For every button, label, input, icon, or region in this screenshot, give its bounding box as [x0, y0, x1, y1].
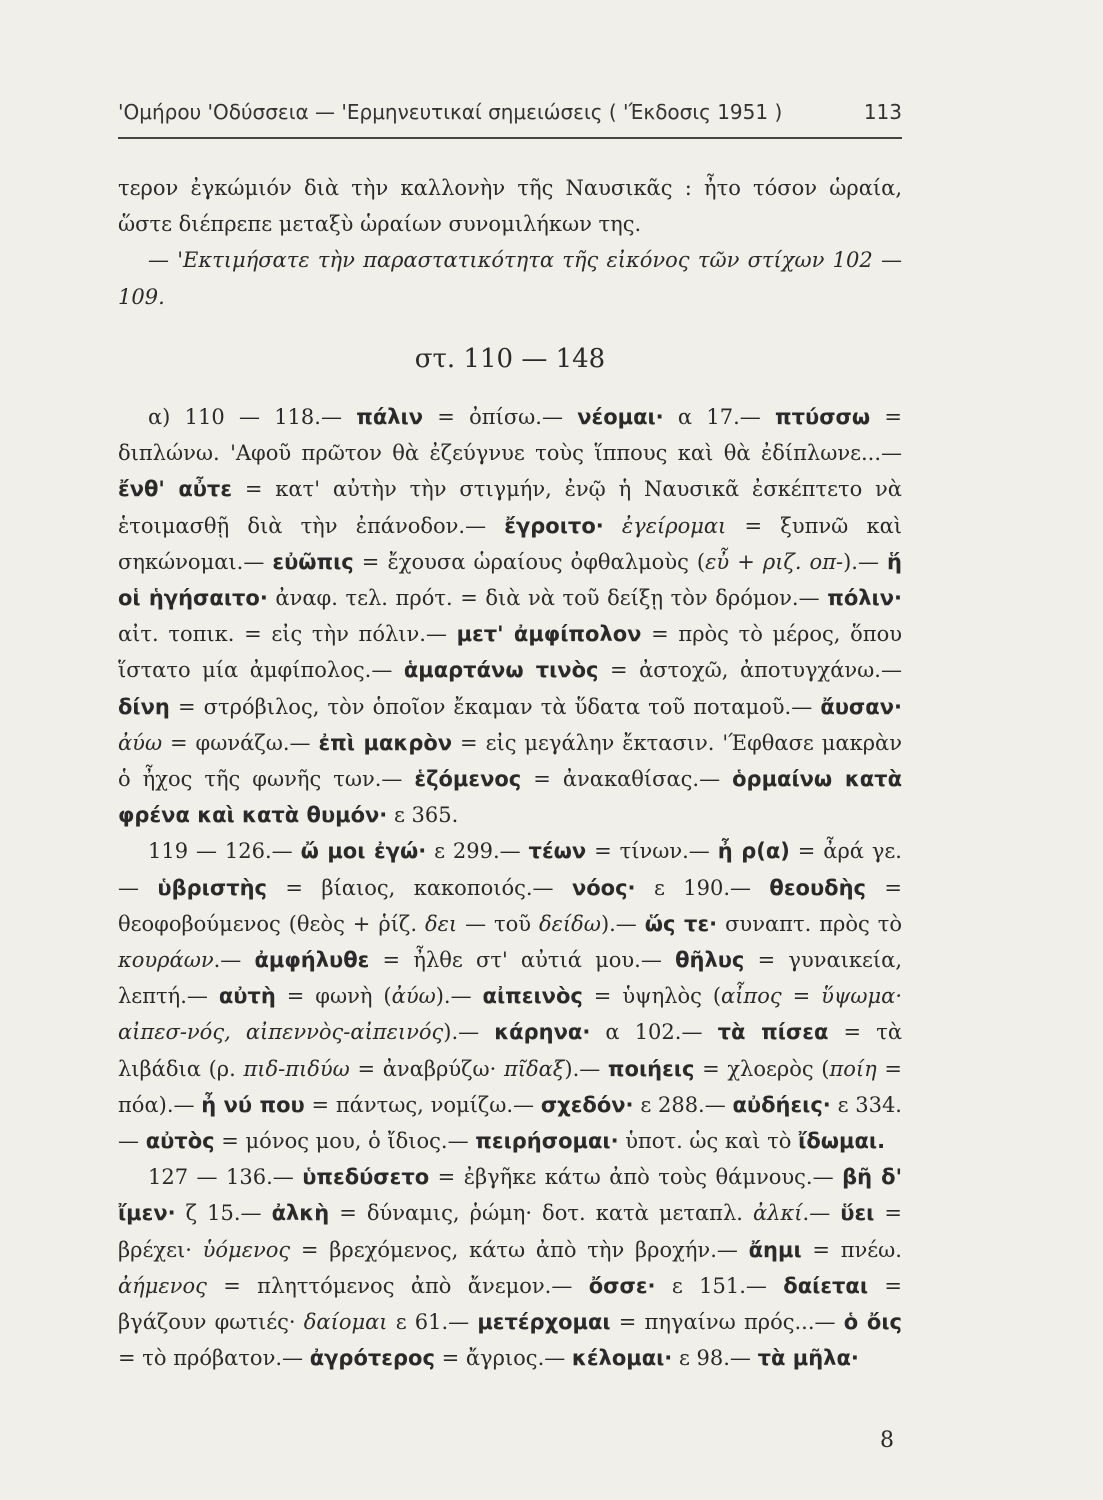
italic-text: ἀήμενος: [118, 1273, 207, 1298]
gloss-text: = ἆρά γε.—: [118, 839, 902, 900]
gloss-text: = πληττόμενος ἀπὸ ἄνεμον.—: [206, 1273, 589, 1298]
lemma-term: τὰ πίσεα: [717, 1020, 829, 1045]
header-title: 'Ομήρου 'Οδύσσεια — 'Ερμηνευτικαί σημειώσεις ( 'Έκδοσις 1951 ): [118, 100, 783, 124]
lemma-term: ὕει: [840, 1201, 875, 1226]
gloss-text: ὑποτ. ὡς καὶ τὸ: [618, 1129, 799, 1154]
lemma-term: ἔγροιτο·: [504, 513, 604, 538]
gloss-text: συναπτ. πρὸς τὸ: [717, 911, 902, 936]
lemma-term: ἄυσαν·: [820, 694, 902, 719]
gloss-text: = τὸ πρόβατον.—: [118, 1346, 310, 1371]
running-header: [118, 100, 902, 124]
gloss-text: α) 110 — 118.—: [148, 405, 357, 430]
lemma-term: ὁρμαίνω κατὰ φρένα καὶ κατὰ θυμόν·: [118, 767, 902, 828]
lemma-term: ἥ οἱ ἡγήσαιτο·: [118, 549, 902, 611]
gloss-text: .—: [802, 1201, 841, 1226]
gloss-text: = ὀπίσω.—: [423, 405, 578, 430]
gloss-text: = πρὸς τὸ μέρος, ὅπου ἵστατο μία ἀμφίπολος.—: [118, 622, 902, 683]
lemma-term: ἀγρότερος: [309, 1346, 435, 1371]
gloss-text: α 102.—: [590, 1020, 718, 1045]
gloss-text: ε 365.: [387, 803, 459, 828]
lemma-term: νέομαι·: [577, 405, 664, 430]
lemma-term: ὥς τε·: [644, 911, 718, 936]
lemma-term: κέλομαι·: [571, 1346, 673, 1371]
lemma-term: ἐπὶ μακρὸν: [318, 730, 453, 755]
lemma-term: μετ' ἀμφίπολον: [456, 622, 642, 647]
lemma-term: πτύσσω: [775, 405, 871, 430]
lemma-term: θῆλυς: [675, 948, 745, 973]
gloss-text: = ξυπνῶ καὶ σηκώνομαι.—: [118, 513, 902, 574]
gloss-text: = ἀναβρύζω·: [349, 1056, 504, 1081]
paragraph: [118, 833, 902, 1159]
section-title: στ. 110 — 148: [414, 343, 606, 374]
gloss-text: ).—: [843, 549, 888, 574]
gloss-text: ἀναφ. τελ. πρότ. = διὰ νὰ τοῦ δείξῃ τὸν δρόμον.—: [267, 586, 828, 611]
signature-number: 8: [880, 1428, 894, 1453]
lemma-term: ἴδωμαι.: [798, 1129, 886, 1154]
lemma-term: ἦ ρ(α): [717, 839, 790, 864]
lemma-term: ἦ νύ που: [201, 1092, 305, 1117]
lemma-term: βῆ δ' ἴμεν·: [118, 1165, 902, 1226]
gloss-text: = στρόβιλος, τὸν ὁποῖον ἔκαμαν τὰ ὕδατα τοῦ ποταμοῦ.—: [169, 694, 821, 719]
italic-text: ὑόμενος: [202, 1237, 291, 1262]
lemma-term: εὐῶπις: [272, 549, 354, 574]
italic-text: αἶπος = ὕψωμα· αἰπεσ-νός, αἰπεννὸς-αἰπεινός: [118, 984, 903, 1045]
page-number: 113: [863, 100, 902, 124]
lemma-term: αὐτὴ: [218, 984, 276, 1009]
italic-text: ἀύω: [118, 730, 163, 755]
page-body: [118, 170, 902, 1377]
lemma-term: τέων: [528, 839, 587, 864]
gloss-text: = πνέω.: [801, 1237, 902, 1262]
lemma-term: νόος·: [571, 875, 636, 900]
paragraph: [118, 170, 902, 242]
gloss-text: = πάντως, νομίζω.—: [304, 1092, 541, 1117]
gloss-text: = ἀστοχῶ, ἀποτυγχάνω.—: [598, 658, 902, 683]
gloss-text: αἰτ. τοπικ. = εἰς τὴν πόλιν.—: [118, 622, 457, 647]
gloss-text: = βίαιος, κακοποιός.—: [267, 875, 572, 900]
lemma-term: αἰπεινὸς: [482, 984, 583, 1009]
gloss-text: = κατ' αὐτὴν τὴν στιγμήν, ἐνῷ ἡ Ναυσικᾶ ἐσκέπτετο νὰ ἑτοιμασθῇ διὰ τὴν ἐπάνοδον.—: [118, 477, 902, 538]
italic-text: — 'Εκτιμήσατε τὴν παραστατικότητα τῆς εἰκόνος τῶν στίχων 102 — 109.: [118, 248, 902, 309]
italic-text: πιδ-πιδύω: [243, 1056, 350, 1081]
italic-text: ἐγείρομαι: [603, 513, 727, 538]
lemma-term: ἄημι: [748, 1237, 802, 1262]
lemma-term: δαίεται: [783, 1273, 869, 1298]
gloss-text: ).—: [564, 1056, 608, 1081]
gloss-text: 127 — 136.—: [148, 1165, 303, 1190]
italic-text: ἀλκί: [753, 1201, 803, 1226]
gloss-text: = ἦλθε στ' αὐτιά μου.—: [369, 948, 676, 973]
gloss-text: = φωνάζω.—: [162, 730, 319, 755]
paragraph: [118, 242, 902, 314]
gloss-text: ζ 15.—: [175, 1201, 272, 1226]
gloss-text: τερον ἐγκώμιόν διὰ τὴν καλλονὴν τῆς Ναυσικᾶς : ἦτο τόσον ὡραία, ὥστε διέπρεπε μεταξὺ ὡραίων συνομιλήκων της.: [118, 176, 902, 237]
lemma-term: ὑβριστὴς: [157, 875, 268, 900]
lemma-term: ἑζόμενος: [414, 767, 522, 792]
gloss-text: α 17.—: [663, 405, 775, 430]
lemma-term: ἀλκὴ: [271, 1201, 330, 1226]
lemma-term: ποιήεις: [607, 1056, 695, 1081]
gloss-text: = διπλώνω. 'Αφοῦ πρῶτον θὰ ἐζεύγνυε τοὺς ἵππους καὶ θὰ ἐδίπλωνε...—: [118, 405, 902, 466]
gloss-text: = βρεχόμενος, κάτω ἀπὸ τὴν βροχήν.—: [290, 1237, 749, 1262]
gloss-text: ε 288.—: [633, 1092, 733, 1117]
gloss-text: = ἄγριος.—: [434, 1346, 572, 1371]
gloss-text: .—: [213, 948, 255, 973]
lemma-term: ὄσσε·: [588, 1273, 656, 1298]
gloss-text: = φωνὴ (: [275, 984, 392, 1009]
gloss-text: ).—: [435, 984, 483, 1009]
lemma-term: θεουδὴς: [769, 875, 866, 900]
gloss-text: = χλοερὸς (: [694, 1056, 830, 1081]
lemma-term: ἀμφήλυθε: [254, 948, 370, 973]
gloss-text: = βρέχει·: [118, 1201, 902, 1262]
gloss-text: = ἔχουσα ὡραίους ὀφθαλμοὺς (: [353, 549, 706, 574]
italic-text: πῖδαξ: [503, 1056, 565, 1081]
gloss-text: 119 — 126.—: [148, 839, 301, 864]
lemma-term: πάλιν: [356, 405, 424, 430]
paragraph: [118, 1159, 902, 1376]
italic-text: ποίη: [829, 1056, 877, 1081]
gloss-text: = βγάζουν φωτιές·: [118, 1273, 902, 1335]
gloss-text: ).—: [600, 911, 645, 936]
gloss-text: = δύναμις, ῥώμη· δοτ. κατὰ μεταπλ.: [329, 1201, 754, 1226]
gloss-text: ε 334.—: [118, 1092, 902, 1154]
lemma-term: σχεδόν·: [540, 1092, 634, 1117]
gloss-text: ).—: [443, 1020, 495, 1045]
gloss-text: = ἐβγῆκε κάτω ἀπὸ τοὺς θάμνους.—: [429, 1165, 843, 1190]
italic-text: δει: [424, 911, 458, 936]
gloss-text: = πηγαίνω πρός...—: [610, 1310, 844, 1335]
lemma-term: πειρήσομαι·: [475, 1129, 619, 1154]
italic-text: δείδω: [539, 911, 601, 936]
gloss-text: = πόα).—: [118, 1056, 903, 1117]
lemma-term: ἁμαρτάνω τινὸς: [403, 658, 599, 683]
gloss-text: = ὑψηλὸς (: [582, 984, 722, 1009]
lemma-term: αὐτὸς: [145, 1129, 215, 1154]
gloss-text: = εἰς μεγάλην ἔκτασιν. 'Έφθασε μακρὰν ὁ ἦχος τῆς φωνῆς των.—: [118, 730, 902, 792]
lemma-term: αὐδήεις·: [732, 1092, 831, 1117]
header-rule: [118, 137, 902, 139]
lemma-term: ὑπεδύσετο: [302, 1165, 430, 1190]
gloss-text: — τοῦ: [457, 911, 540, 936]
gloss-text: = γυναικεία, λεπτή.—: [118, 948, 902, 1009]
gloss-text: ε 190.—: [635, 875, 770, 900]
gloss-text: = τίνων.—: [586, 839, 718, 864]
lemma-term: μετέρχομαι: [477, 1310, 611, 1335]
gloss-text: ε 61.—: [387, 1310, 478, 1335]
gloss-text: = μόνος μου, ὁ ἴδιος.—: [214, 1129, 476, 1154]
gloss-text: ε 151.—: [655, 1273, 784, 1298]
lemma-term: κάρηνα·: [494, 1020, 591, 1045]
italic-text: κουράων: [118, 948, 214, 973]
italic-text: ἀύω: [391, 984, 436, 1009]
gloss-text: = τὰ λιβάδια (ρ.: [118, 1020, 903, 1081]
lemma-term: ἔνθ' αὖτε: [118, 477, 233, 502]
lemma-term: τὰ μῆλα·: [757, 1346, 859, 1371]
italic-text: εὖ + ριζ. οπ-: [705, 549, 844, 574]
paragraph: [118, 399, 902, 833]
lemma-term: ὁ ὄις: [843, 1310, 902, 1335]
italic-text: δαίομαι: [303, 1310, 388, 1335]
lemma-term: ὤ μοι ἐγώ·: [300, 839, 427, 864]
lemma-term: δίνη: [118, 694, 170, 719]
gloss-text: = θεοφοβούμενος (θεὸς + ῥίζ.: [118, 875, 902, 936]
gloss-text: ε 299.—: [426, 839, 529, 864]
lemma-term: πόλιν·: [827, 586, 902, 611]
gloss-text: = ἀνακαθίσας.—: [521, 767, 733, 792]
gloss-text: ε 98.—: [672, 1346, 758, 1371]
